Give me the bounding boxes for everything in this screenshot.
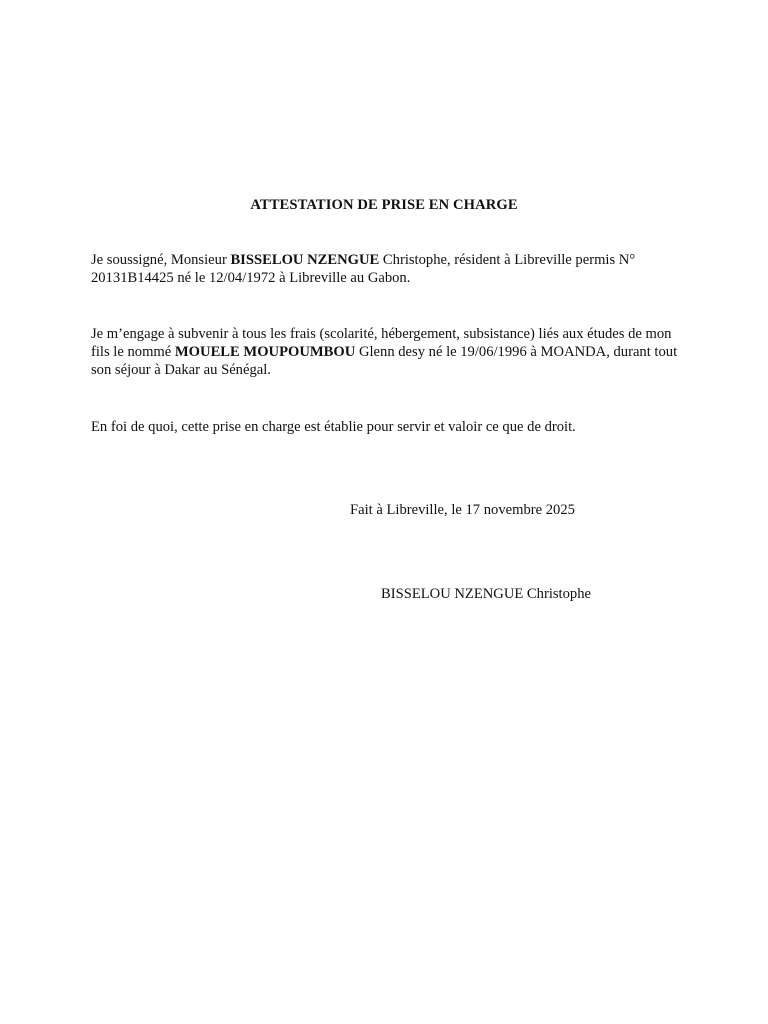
paragraph-declarant-intro: Je soussigné, Monsieur bbox=[91, 252, 231, 268]
document-title: ATTESTATION DE PRISE EN CHARGE bbox=[250, 197, 518, 213]
paragraph-declarant-rest: Christophe, résident à Libreville permis N° 20131B14425 né le 12/04/1972 à Libreville au Gabon. bbox=[91, 252, 636, 286]
beneficiary-name: MOUELE MOUPOUMBOU bbox=[174, 344, 356, 360]
declarant-name: BISSELOU NZENGUE bbox=[230, 252, 380, 268]
place-and-date: Fait à Libreville, le 17 novembre 2025 bbox=[350, 502, 575, 518]
signature-name: BISSELOU NZENGUE Christophe bbox=[381, 586, 591, 602]
paragraph-commitment-rest: Glenn desy né le 19/06/1996 à MOANDA, durant tout son séjour à Dakar au Sénégal. bbox=[91, 344, 678, 378]
paragraph-commitment-intro: Je m’engage à subvenir à tous les frais (scolarité, hébergement, subsistance) liés aux études de mon fils le nommé bbox=[91, 326, 672, 360]
paragraph-closing: En foi de quoi, cette prise en charge est établie pour servir et valoir ce que de droit. bbox=[91, 419, 576, 435]
paragraph-commitment bbox=[91, 325, 681, 379]
paragraph-declarant bbox=[91, 251, 681, 287]
